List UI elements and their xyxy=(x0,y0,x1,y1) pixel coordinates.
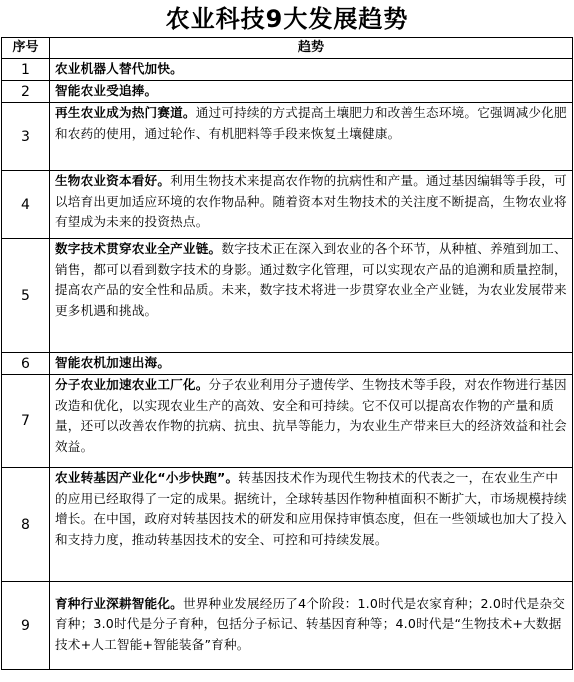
row-number: 5 xyxy=(2,239,50,353)
trend-text: 分子农业利用分子遗传学、生物技术等手段，对农作物进行基因改造和优化，以实现农业生产的高效、安全和可持续。它不仅可以提高农作物的产量和质量，还可以改善农作物的抗病、抗虫、抗旱等能力，为农业生产带来巨大的经济效益和社会效益。 xyxy=(55,377,567,454)
trend-heading: 生物农业资本看好。 xyxy=(55,173,171,188)
row-number: 8 xyxy=(2,468,50,582)
table-row xyxy=(2,239,573,353)
row-number: 1 xyxy=(2,59,50,81)
trend-cell xyxy=(50,582,573,670)
trend-heading: 农业转基因产业化“小步快跑”。 xyxy=(55,470,239,485)
row-number: 4 xyxy=(2,171,50,239)
table-row xyxy=(2,103,573,171)
trends-table xyxy=(1,37,573,670)
table-row xyxy=(2,582,573,670)
table-row xyxy=(2,81,573,103)
trend-text: 转基因技术作为现代生物技术的代表之一，在农业生产中的应用已经取得了一定的成果。据统计，全球转基因作物种植面积不断扩大，市场规模持续增长。在中国，政府对转基因技术的研发和应用保持审慎态度，但在一些领域也加大了投入和支持力度，推动转基因技术的安全、可控和可持续发展。 xyxy=(55,470,567,547)
row-number: 3 xyxy=(2,103,50,171)
row-number: 2 xyxy=(2,81,50,103)
trend-text: 世界种业发展经历了4个阶段：1.0时代是农家育种；2.0时代是杂交育种；3.0时代是分子育种，包括分子标记、转基因育种等；4.0时代是“生物技术+大数据技术+人工智能+智能装备”育种。 xyxy=(55,595,566,652)
trend-cell xyxy=(50,171,573,239)
page-title: 农业科技9大发展趋势 xyxy=(165,5,409,33)
table-row xyxy=(2,59,573,81)
table-row xyxy=(2,353,573,375)
header-row xyxy=(2,38,573,59)
trend-heading: 数字技术贯穿农业全产业链。 xyxy=(55,241,222,256)
row-number: 6 xyxy=(2,353,50,375)
trend-heading: 农业机器人替代加快。 xyxy=(55,61,183,77)
trend-cell xyxy=(50,239,573,353)
header-trend: 趋势 xyxy=(50,38,573,59)
trend-text: 利用生物技术来提高农作物的抗病性和产量。通过基因编辑等手段，可以培育出更加适应环境的农作物品种。随着资本对生物技术的关注度不断提高，生物农业将有望成为未来的投资热点。 xyxy=(55,173,567,229)
trend-cell xyxy=(50,375,573,468)
trend-heading: 智能农机加速出海。 xyxy=(55,355,171,371)
table-row xyxy=(2,171,573,239)
trend-cell xyxy=(50,468,573,582)
trend-cell xyxy=(50,103,573,171)
table-row xyxy=(2,375,573,468)
row-number: 7 xyxy=(2,375,50,468)
trend-text: 数字技术正在深入到农业的各个环节，从种植、养殖到加工、销售，都可以看到数字技术的身影。通过数字化管理，可以实现农产品的追溯和质量控制，提高农产品的安全性和品质。未来，数字技术将进一步贯穿农业全产业链，为农业发展带来更多机遇和挑战。 xyxy=(55,241,567,318)
trend-cell xyxy=(50,353,573,375)
trend-heading: 育种行业深耕智能化。 xyxy=(55,595,183,611)
header-no: 序号 xyxy=(2,38,50,59)
trend-heading: 智能农业受追捧。 xyxy=(55,83,158,99)
table-row xyxy=(2,468,573,582)
trend-cell xyxy=(50,59,573,81)
trend-cell xyxy=(50,81,573,103)
trend-text: 通过可持续的方式提高土壤肥力和改善生态环境。它强调减少化肥和农药的使用，通过轮作、有机肥料等手段来恢复土壤健康。 xyxy=(55,105,567,141)
trend-heading: 再生农业成为热门赛道。 xyxy=(55,105,196,120)
row-number: 9 xyxy=(2,582,50,670)
trend-heading: 分子农业加速农业工厂化。 xyxy=(55,377,209,392)
